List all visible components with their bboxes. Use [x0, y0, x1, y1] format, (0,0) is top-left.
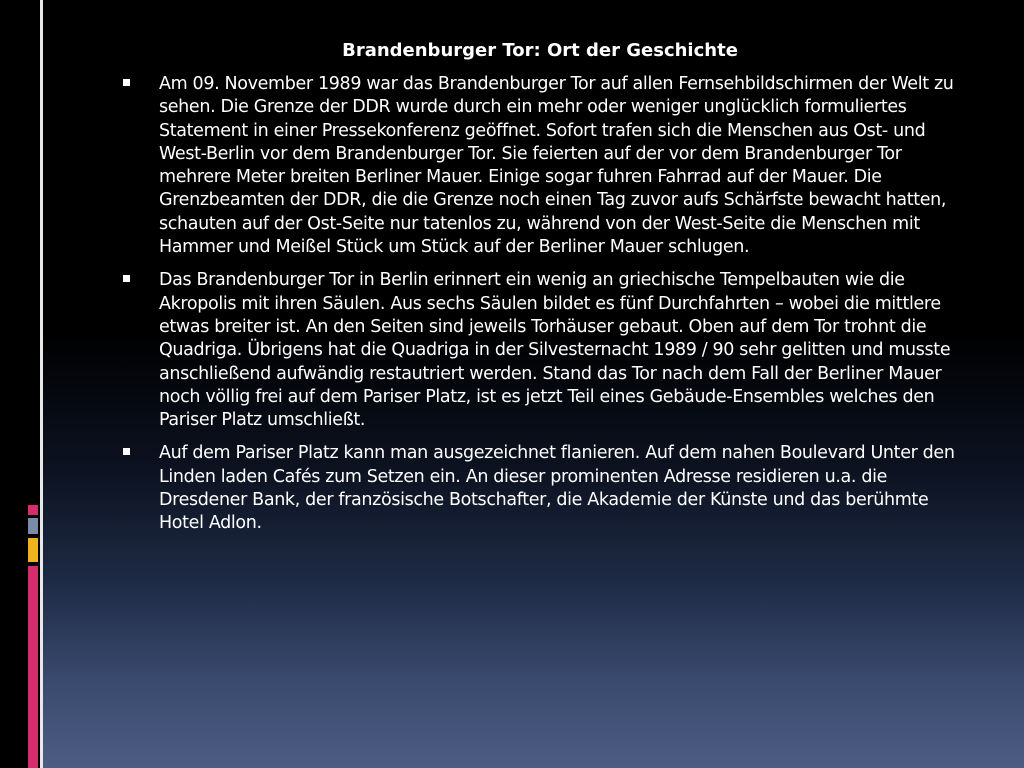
bullet-item [120, 269, 970, 432]
bullet-list [120, 73, 970, 546]
accent-bar-gray [28, 518, 38, 534]
square-bullet-icon [123, 79, 130, 86]
bullet-text: Das Brandenburger Tor in Berlin erinnert ein wenig an griechische Tempelbauten wie die Akropolis mit ihren Säulen. Aus sechs Säulen bildet es fünf Durchfahrten – wobei die mittlere etwas breiter ist. An den Seiten sind jeweils Torhäuser gebaut. Oben auf dem Tor trohnt die Quadriga. Übrigens hat die Quadriga in der Silvesternacht 1989 / 90 sehr gelitten und musste anschließend aufwändig restautriert werden. Stand das Tor nach dem Fall der Berliner Mauer noch völlig frei auf dem Pariser Platz, ist es jetzt Teil eines Gebäude-Ensembles welches den Pariser Platz umschließt. [159, 270, 951, 431]
bullet-text: Am 09. November 1989 war das Brandenburger Tor auf allen Fernsehbildschirmen der Welt zu sehen. Die Grenze der DDR wurde durch ein mehr oder weniger unglücklich formuliertes Statement in einer Pressekonferenz geöffnet. Sofort trafen sich die Menschen aus Ost- und West-Berlin vor dem Brandenburger Tor. Sie feierten auf der vor dem Brandenburger Tor mehrere Meter breiten Berliner Mauer. Einige sogar fuhren Fahrrad auf der Mauer. Die Grenzbeamten der DDR, die die Grenze noch einen Tag zuvor aufs Schärfste bewacht hatten, schauten auf der Ost-Seite nur tatenlos zu, während von der West-Seite die Menschen mit Hammer und Meißel Stück um Stück auf der Berliner Mauer schlugen. [159, 74, 954, 258]
accent-bar-pink-small [28, 505, 38, 515]
bullet-text: Auf dem Pariser Platz kann man ausgezeichnet flanieren. Auf dem nahen Boulevard Unter den Linden laden Cafés zum Setzen ein. An dieser prominenten Adresse residieren u.a. die Dresdener Bank, der französische Botschafter, die Akademie der Künste und das berühmte Hotel Adlon. [159, 443, 955, 534]
slide-title: Brandenburger Tor: Ort der Geschichte [342, 40, 738, 61]
left-decorative-stripe [40, 0, 43, 768]
accent-bar-pink-long [28, 566, 38, 768]
square-bullet-icon [123, 275, 130, 282]
bullet-item [120, 73, 970, 259]
accent-bar-yellow [28, 538, 38, 562]
square-bullet-icon [123, 448, 130, 455]
bullet-item [120, 442, 970, 535]
